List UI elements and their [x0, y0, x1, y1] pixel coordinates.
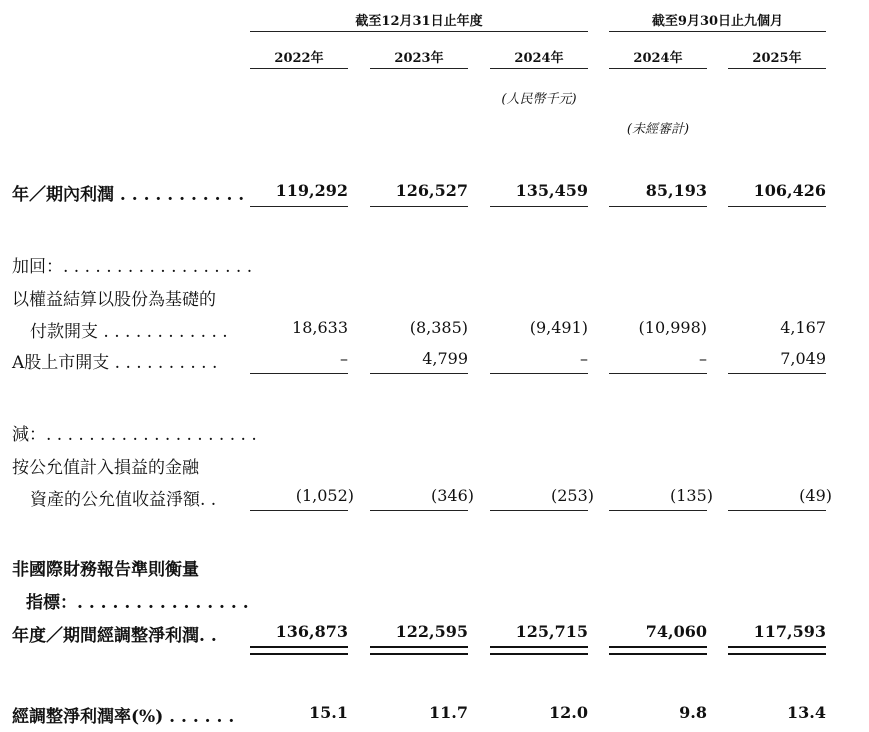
year-rule: [250, 68, 348, 69]
year-header: 2022年: [274, 51, 324, 66]
adjusted-double-rule: [490, 646, 588, 655]
cell-adjusted: 136,873: [275, 622, 348, 641]
row-label-margin: 經調整淨利潤率(%) . . . . . .: [12, 707, 235, 727]
adjusted-double-rule: [728, 646, 826, 655]
cell-adjusted: 117,593: [753, 622, 826, 641]
listing-rule: [250, 373, 348, 374]
listing-rule: [490, 373, 588, 374]
cell-margin: 13.4: [787, 703, 826, 722]
header-group-annual-rule: [250, 31, 588, 32]
year-rule: [609, 68, 707, 69]
cell-profit: 119,292: [275, 181, 348, 200]
cell-fv: (1,052): [295, 486, 354, 505]
cell-sbc: 18,633: [292, 318, 348, 337]
year-header: 2024年: [514, 51, 564, 66]
profit-rule: [728, 206, 826, 207]
cell-adjusted: 122,595: [395, 622, 468, 641]
fv-label-line1: 按公允值計入損益的金融: [12, 458, 199, 478]
year-rule: [490, 68, 588, 69]
cell-margin: 15.1: [309, 703, 348, 722]
fv-rule: [728, 510, 826, 511]
cell-fv: (253): [550, 486, 594, 505]
cell-sbc: (9,491): [529, 318, 588, 337]
cell-profit: 126,527: [395, 181, 468, 200]
cell-fv: (135): [669, 486, 713, 505]
cell-sbc: 4,167: [780, 318, 826, 337]
fv-rule: [370, 510, 468, 511]
header-group-annual: 截至12月31日止年度: [355, 14, 483, 29]
cell-listing: –: [699, 349, 707, 368]
cell-sbc: (8,385): [409, 318, 468, 337]
adjusted-double-rule: [250, 646, 348, 655]
profit-rule: [490, 206, 588, 207]
listing-rule: [728, 373, 826, 374]
adjusted-double-rule: [609, 646, 707, 655]
row-label-sbc: 付款開支 . . . . . . . . . . . .: [30, 322, 228, 342]
nonifrs-heading-line2: 指標：. . . . . . . . . . . . . . .: [26, 593, 249, 613]
cell-margin: 12.0: [549, 703, 588, 722]
cell-adjusted: 125,715: [515, 622, 588, 641]
header-group-nine-months-rule: [609, 31, 826, 32]
cell-listing: 7,049: [780, 349, 826, 368]
less-heading: 減：. . . . . . . . . . . . . . . . . . . .: [12, 425, 257, 445]
listing-rule: [609, 373, 707, 374]
cell-fv: (346): [430, 486, 474, 505]
cell-fv: (49): [799, 486, 832, 505]
cell-listing: 4,799: [422, 349, 468, 368]
cell-listing: –: [340, 349, 348, 368]
nonifrs-heading-line1: 非國際財務報告準則衡量: [12, 560, 199, 580]
year-header: 2023年: [394, 51, 444, 66]
row-label-fv: 資產的公允值收益淨額. .: [30, 490, 217, 510]
year-rule: [728, 68, 826, 69]
listing-rule: [370, 373, 468, 374]
row-label-profit: 年／期內利潤 . . . . . . . . . . .: [12, 185, 245, 205]
cell-profit: 106,426: [753, 181, 826, 200]
row-label-adjusted: 年度／期間經調整淨利潤. .: [12, 626, 217, 646]
cell-margin: 11.7: [429, 703, 468, 722]
year-rule: [370, 68, 468, 69]
profit-rule: [250, 206, 348, 207]
unaudited-note: (未經審計): [626, 122, 690, 137]
unit-note: (人民幣千元): [501, 92, 577, 107]
profit-rule: [609, 206, 707, 207]
cell-profit: 135,459: [515, 181, 588, 200]
cell-sbc: (10,998): [638, 318, 707, 337]
cell-adjusted: 74,060: [645, 622, 707, 641]
fv-rule: [250, 510, 348, 511]
cell-listing: –: [580, 349, 588, 368]
add-heading: 加回：. . . . . . . . . . . . . . . . . .: [12, 257, 253, 277]
year-header: 2024年: [633, 51, 683, 66]
fv-rule: [490, 510, 588, 511]
fv-rule: [609, 510, 707, 511]
year-header: 2025年: [752, 51, 802, 66]
header-group-nine-months: 截至9月30日止九個月: [651, 14, 784, 29]
cell-profit: 85,193: [645, 181, 707, 200]
row-label-listing: A股上市開支 . . . . . . . . . .: [12, 353, 218, 373]
sbc-label-line1: 以權益結算以股份為基礎的: [12, 290, 216, 310]
profit-rule: [370, 206, 468, 207]
adjusted-double-rule: [370, 646, 468, 655]
cell-margin: 9.8: [679, 703, 707, 722]
